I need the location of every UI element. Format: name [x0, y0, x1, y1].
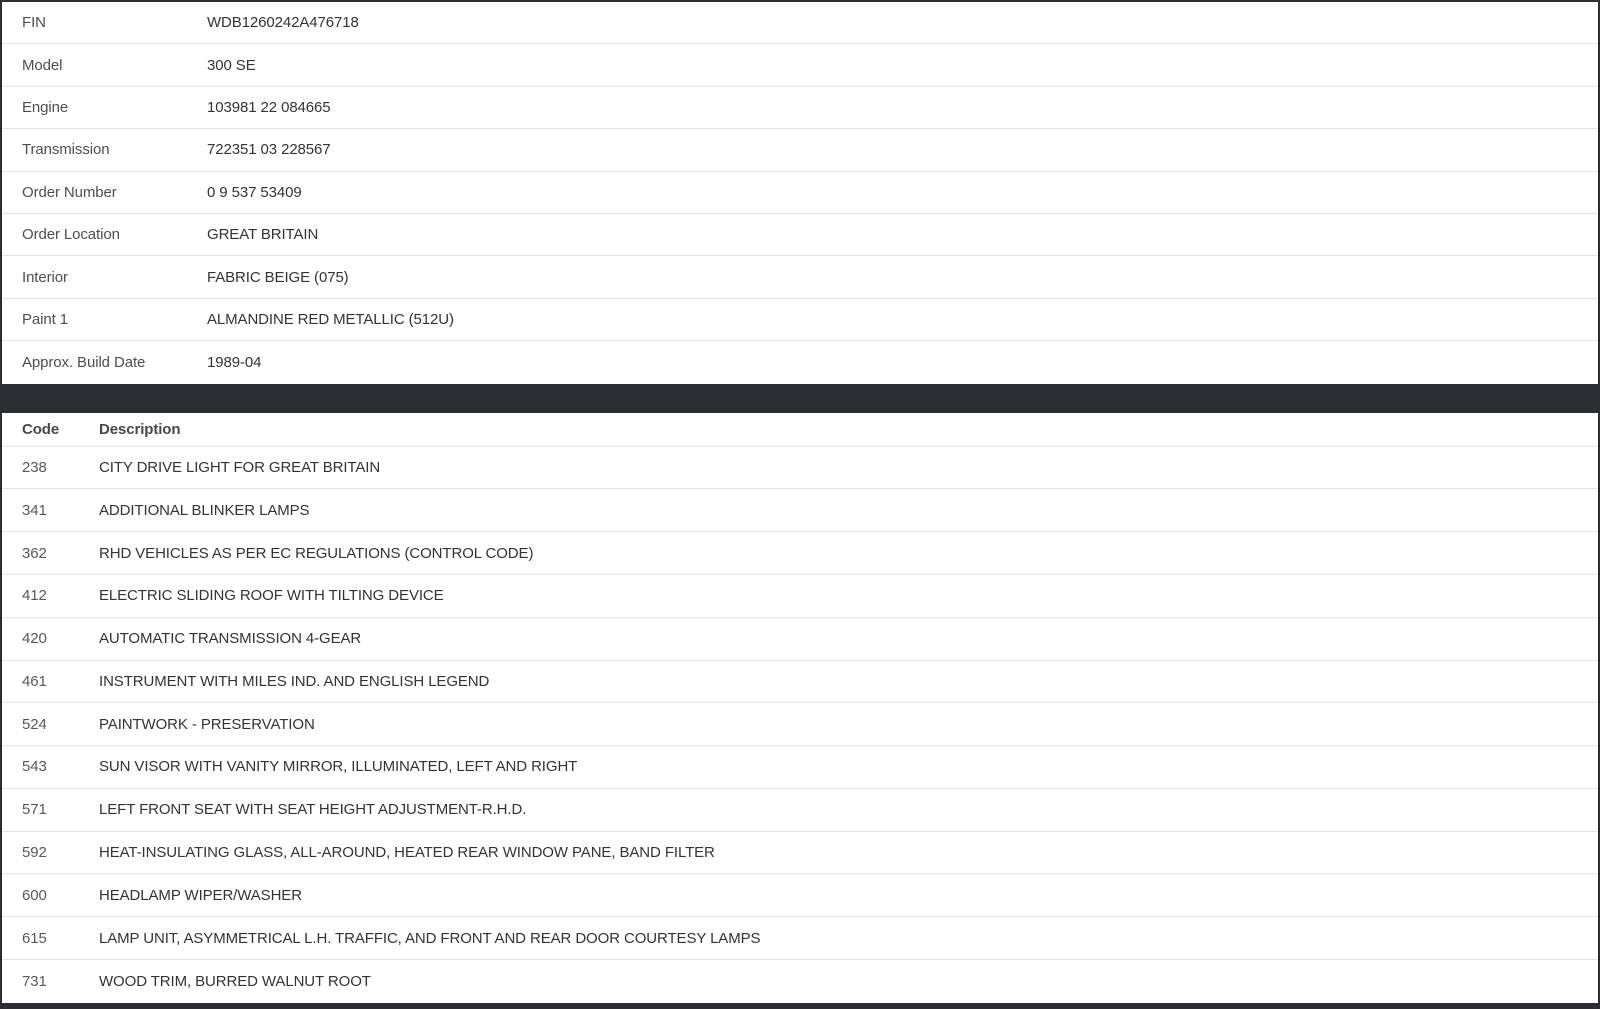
vehicle-info-value: 1989-04	[207, 353, 262, 371]
vehicle-info-value: WDB1260242A476718	[207, 14, 359, 32]
option-description: RHD VEHICLES AS PER EC REGULATIONS (CONTROL CODE)	[99, 544, 534, 562]
vehicle-info-row	[2, 2, 1598, 44]
vehicle-info-label: Engine	[22, 98, 69, 116]
vehicle-info-table	[2, 2, 1598, 384]
option-code-row	[2, 917, 1598, 960]
option-code: 592	[22, 844, 47, 862]
vehicle-info-row	[2, 256, 1598, 298]
vehicle-info-row	[2, 129, 1598, 171]
option-code-row	[2, 789, 1598, 832]
option-description: AUTOMATIC TRANSMISSION 4-GEAR	[99, 630, 362, 648]
option-code: 571	[22, 801, 47, 819]
vehicle-info-row	[2, 299, 1598, 341]
vehicle-info-value: 722351 03 228567	[207, 141, 331, 159]
option-code-row	[2, 575, 1598, 618]
option-description: INSTRUMENT WITH MILES IND. AND ENGLISH LEGEND	[99, 672, 490, 690]
option-code-row	[2, 960, 1598, 1003]
option-code-row	[2, 532, 1598, 575]
vehicle-info-label: Approx. Build Date	[22, 353, 146, 371]
vehicle-info-value: 300 SE	[207, 56, 256, 74]
option-code: 412	[22, 587, 47, 605]
option-code: 341	[22, 501, 47, 519]
vehicle-info-row	[2, 214, 1598, 256]
option-code-row	[2, 661, 1598, 704]
option-code-row	[2, 746, 1598, 789]
option-description: HEADLAMP WIPER/WASHER	[99, 886, 302, 904]
option-description: LAMP UNIT, ASYMMETRICAL L.H. TRAFFIC, AND FRONT AND REAR DOOR COURTESY LAMPS	[99, 929, 761, 947]
option-code: 524	[22, 715, 47, 733]
option-description: HEAT-INSULATING GLASS, ALL-AROUND, HEATED REAR WINDOW PANE, BAND FILTER	[99, 844, 715, 862]
option-codes-table	[2, 413, 1598, 1003]
option-description: SUN VISOR WITH VANITY MIRROR, ILLUMINATED, LEFT AND RIGHT	[99, 758, 578, 776]
description-column-header: Description	[99, 420, 181, 438]
vehicle-info-row	[2, 172, 1598, 214]
option-code-row	[2, 703, 1598, 746]
option-code-row	[2, 832, 1598, 875]
vehicle-info-label: Order Number	[22, 183, 117, 201]
vehicle-info-label: Order Location	[22, 226, 120, 244]
option-description: ELECTRIC SLIDING ROOF WITH TILTING DEVICE	[99, 587, 444, 605]
option-code-row	[2, 489, 1598, 532]
vehicle-info-value: FABRIC BEIGE (075)	[207, 268, 349, 286]
vehicle-info-value: 0 9 537 53409	[207, 183, 302, 201]
vehicle-info-label: FIN	[22, 14, 46, 32]
option-code: 461	[22, 672, 47, 690]
option-code: 615	[22, 929, 47, 947]
option-codes-header-row	[2, 413, 1598, 447]
option-code-row	[2, 618, 1598, 661]
option-code: 238	[22, 458, 47, 476]
option-code: 543	[22, 758, 47, 776]
vehicle-info-row	[2, 44, 1598, 86]
option-description: PAINTWORK - PRESERVATION	[99, 715, 315, 733]
vehicle-info-label: Transmission	[22, 141, 110, 159]
option-code: 600	[22, 886, 47, 904]
vehicle-info-value: ALMANDINE RED METALLIC (512U)	[207, 310, 454, 328]
vehicle-info-row	[2, 87, 1598, 129]
code-column-header: Code	[22, 420, 60, 438]
vehicle-info-label: Interior	[22, 268, 68, 286]
option-code: 420	[22, 630, 47, 648]
vehicle-info-value: 103981 22 084665	[207, 98, 331, 116]
vehicle-info-value: GREAT BRITAIN	[207, 226, 319, 244]
option-code: 731	[22, 972, 47, 990]
vehicle-info-label: Model	[22, 56, 63, 74]
option-description: CITY DRIVE LIGHT FOR GREAT BRITAIN	[99, 458, 381, 476]
option-code-row	[2, 447, 1598, 490]
option-description: ADDITIONAL BLINKER LAMPS	[99, 501, 310, 519]
vehicle-info-row	[2, 341, 1598, 383]
option-description: WOOD TRIM, BURRED WALNUT ROOT	[99, 972, 371, 990]
option-description: LEFT FRONT SEAT WITH SEAT HEIGHT ADJUSTMENT-R.H.D.	[99, 801, 527, 819]
vehicle-info-label: Paint 1	[22, 310, 68, 328]
option-code: 362	[22, 544, 47, 562]
option-code-row	[2, 874, 1598, 917]
